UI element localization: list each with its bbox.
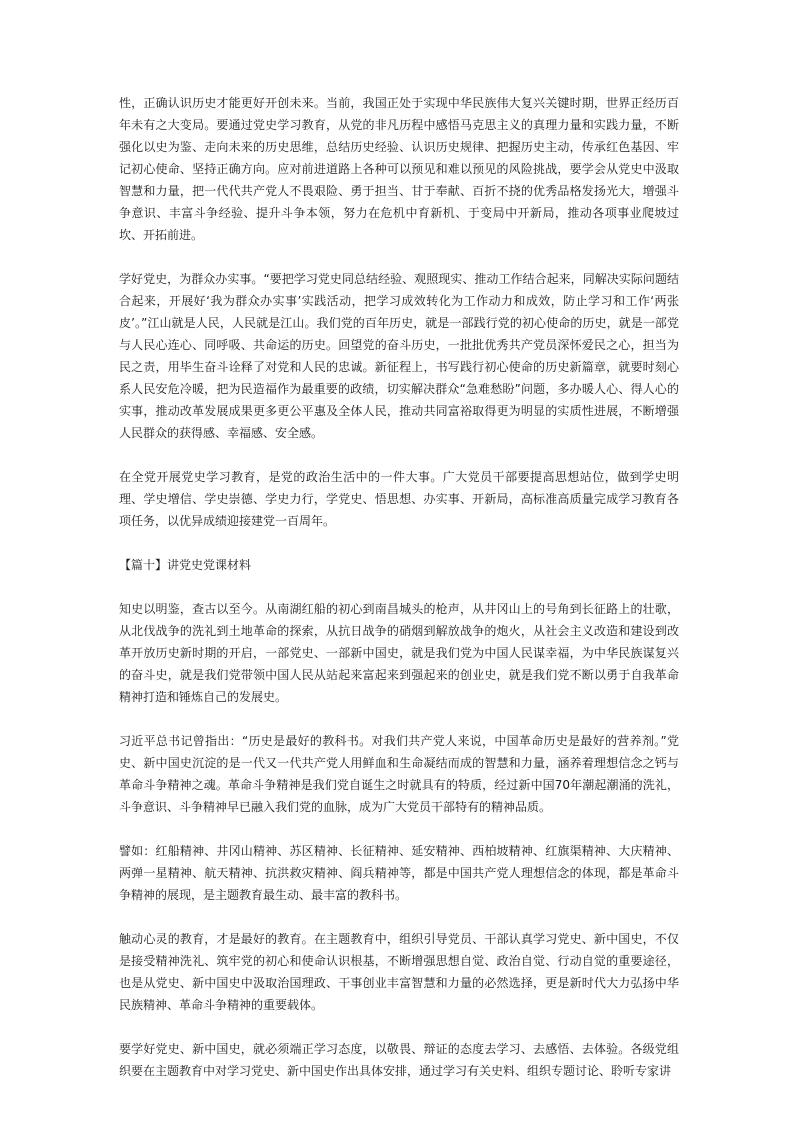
paragraph-study-attitude: 要学好党史、新中国史，就必须端正学习态度，以敬畏、辩证的态度去学习、去感悟、去体验。各级党组织要在主题教育中对学习党史、新中国史作出具体安排，通过学习有关史料、组织专题讨论、聆听专家讲 xyxy=(119,1042,679,1078)
paragraph-serve-people: 学好党史，为群众办实事。“要把学习党史同总结经验、观照现实、推动工作结合起来，同解决实际问题结合起来，开展好‘我为群众办实事’实践活动，把学习成效转化为工作动力和成效，防止学习和工作‘两张皮’。”江山就是人民，人民就是江山。我们党的百年历史，就是一部践行党的初心使命的历史，就是一部党与人民心连心、同呼吸、共命运的历史。回望党的奋斗历史，一批批优秀共产党员深怀爱民之心，担当为民之责，用毕生奋斗诠释了对党和人民的忠诚。新征程上，书写践行初心使命的历史新篇章，就要时刻心系人民安危冷暖，把为民造福作为最重要的政绩，切实解决群众“急难愁盼”问题，多办暖人心、得人心的实事，推动改革发展成果更多更公平惠及全体人民，推动共同富裕取得更为明显的实质性进展，不断增强人民群众的获得感、幸福感、安全感。 xyxy=(119,272,679,440)
paragraph-touching-education: 触动心灵的教育，才是最好的教育。在主题教育中，组织引导党员、干部认真学习党史、新中国史，不仅是接受精神洗礼、筑牢党的初心和使命认识根基，不断增强思想自觉、政治自觉、行动自觉的重要途径，也是从党史、新中国史中汲取治国理政、干事创业丰富智慧和力量的必然选择，更是新时代大力弘扬中华民族精神、革命斗争精神的重要载体。 xyxy=(119,932,679,1012)
paragraph-party-education: 在全党开展党史学习教育，是党的政治生活中的一件大事。广大党员干部要提高思想站位，做到学史明理、学史增信、学史崇德、学史力行，学党史、悟思想、办实事、开新局，高标准高质量完成学习教育各项任务，以优异成绩迎接建党一百周年。 xyxy=(119,470,679,528)
section-heading: 【篇十】讲党史党课材料 xyxy=(119,558,252,572)
paragraph-history-mirror: 知史以明鉴，查古以至今。从南湖红船的初心到南昌城头的枪声，从井冈山上的号角到长征路上的壮歌，从北伐战争的洗礼到土地革命的探索，从抗日战争的硝烟到解放战争的炮火，从社会主义改造和建设到改革开放历史新时期的开启，一部党史、一部新中国史，就是我们党为中国人民谋幸福，为中华民族谋复兴的奋斗史，就是我们党带领中国人民从站起来富起来到强起来的创业史，就是我们党不断以勇于自我革命精神打造和锤炼自己的发展史。 xyxy=(119,602,679,704)
paragraph-spirits-list: 譬如：红船精神、井冈山精神、苏区精神、长征精神、延安精神、西柏坡精神、红旗渠精神、大庆精神、两弹一星精神、航天精神、抗洪救灾精神、阎兵精神等，都是中国共产党人理想信念的体现，都是革命斗争精神的展现，是主题教育最生动、最丰富的教科书。 xyxy=(119,844,679,902)
document-body xyxy=(119,92,679,1104)
paragraph-history-future: 性，正确认识历史才能更好开创未来。当前，我国正处于实现中华民族伟大复兴关键时期，世界正经历百年未有之大变局。要通过党史学习教育，从党的非凡历程中感悟马克思主义的真理力量和实践力量，不断强化以史为鉴、走向未来的历史思维，总结历史经验、认识历史规律、把握历史主动，传承红色基因、牢记初心使命、坚持正确方向。应对前进道路上各种可以预见和难以预见的风险挑战，要学会从党史中汲取智慧和力量，把一代代共产党人不畏艰险、勇于担当、甘于奉献、百折不挠的优秀品格发扬光大，增强斗争意识、丰富斗争经验、提升斗争本领，努力在危机中育新机、于变局中开新局，推动各项事业爬坡过坎、开拓前进。 xyxy=(119,96,679,242)
paragraph-xi-quote: 习近平总书记曾指出：“历史是最好的教科书。对我们共产党人来说，中国革命历史是最好的营养剂。”党史、新中国史沉淀的是一代又一代共产党人用鲜血和生命凝结而成的智慧和力量，涵养着理想信念之钙与革命斗争精神之魂。革命斗争精神是我们党自诞生之时就具有的特质，经过新中国70年潮起潮涌的洗礼，斗争意识、斗争精神早已融入我们党的血脉，成为广大党员干部特有的精神品质。 xyxy=(119,734,679,814)
